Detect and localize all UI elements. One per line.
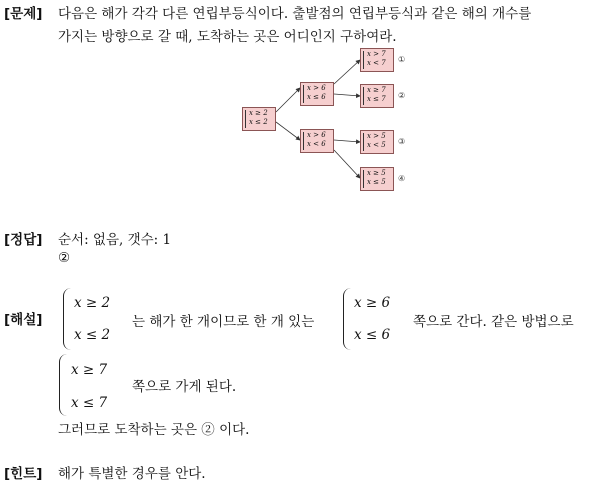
solution-tag: [해설] bbox=[4, 312, 43, 328]
problem-line-2: 가지는 방향으로 갈 때, 도착하는 곳은 어디인지 구하여라. bbox=[58, 29, 397, 45]
label-4: ④ bbox=[398, 174, 406, 183]
answer-line-1: 순서: 없음, 갯수: 1 bbox=[58, 232, 172, 248]
leaf-2-system-box: x ≥ 7 x ≤ 7 bbox=[360, 84, 394, 108]
mid-top-system-box: x > 6 x ≤ 6 bbox=[300, 82, 334, 106]
leaf-1-system-box: x > 7 x < 7 bbox=[360, 48, 394, 72]
problem-line-1: 다음은 해가 각각 다른 연립부등식이다. 출발점의 연립부등식과 같은 해의 개수를 bbox=[58, 6, 532, 22]
mid-bottom-system-box: x > 6 x < 6 bbox=[300, 129, 334, 153]
hint-tag: [힌트] bbox=[4, 466, 43, 482]
solution-text-4: 그러므로 도착하는 곳은 ② 이다. bbox=[58, 422, 250, 438]
leaf-3-system-box: x > 5 x < 5 bbox=[360, 130, 394, 154]
answer-line-2: ② bbox=[58, 250, 71, 266]
problem-tag: [문제] bbox=[4, 6, 43, 22]
answer-tag: [정답] bbox=[4, 232, 43, 248]
hint-text: 해가 특별한 경우를 안다. bbox=[58, 466, 206, 482]
solution-text-1: 는 해가 한 개이므로 한 개 있는 bbox=[132, 314, 315, 330]
solution-text-3: 쪽으로 가게 된다. bbox=[132, 379, 237, 395]
tree-arrows bbox=[0, 0, 592, 200]
label-3: ③ bbox=[398, 137, 406, 146]
solution-text-2: 쪽으로 간다. 같은 방법으로 bbox=[413, 314, 574, 330]
leaf-4-system-box: x ≥ 5 x ≤ 5 bbox=[360, 167, 394, 191]
label-1: ① bbox=[398, 55, 406, 64]
label-2: ② bbox=[398, 91, 406, 100]
start-system-box: x ≥ 2 x ≤ 2 bbox=[242, 107, 276, 131]
